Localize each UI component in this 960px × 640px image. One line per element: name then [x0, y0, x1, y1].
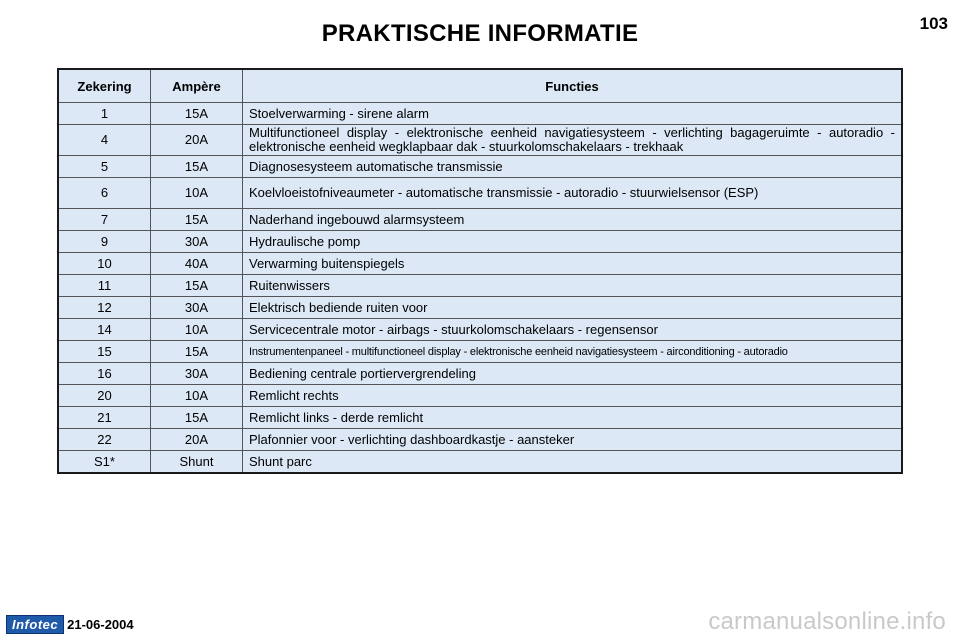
fuse-ampere: Shunt	[151, 451, 243, 474]
infotec-logo: Infotec	[6, 615, 64, 634]
fuse-number: 12	[58, 297, 151, 319]
fuse-functions: Koelvloeistofniveaumeter - automatische transmissie - autoradio - stuurwielsensor (ESP)	[243, 178, 903, 209]
table-row	[58, 253, 902, 275]
table-row	[58, 385, 902, 407]
fuse-functions: Bediening centrale portiervergrendeling	[243, 363, 903, 385]
fuse-ampere: 15A	[151, 341, 243, 363]
table-row	[58, 231, 902, 253]
fuse-ampere: 10A	[151, 319, 243, 341]
footer-date: 21-06-2004	[67, 617, 134, 632]
fuse-ampere: 10A	[151, 178, 243, 209]
fuse-functions: Diagnosesysteem automatische transmissie	[243, 156, 903, 178]
fuse-table	[57, 68, 903, 474]
fuse-functions: Instrumentenpaneel - multifunctioneel display - elektronische eenheid navigatiesysteem - airconditioning - autoradio	[243, 341, 903, 363]
fuse-ampere: 30A	[151, 363, 243, 385]
column-header-functions: Functies	[243, 69, 903, 103]
fuse-ampere: 20A	[151, 125, 243, 156]
column-header-fuse: Zekering	[58, 69, 151, 103]
fuse-number: 20	[58, 385, 151, 407]
fuse-ampere: 40A	[151, 253, 243, 275]
fuse-functions: Shunt parc	[243, 451, 903, 474]
fuse-ampere: 15A	[151, 407, 243, 429]
fuse-functions: Remlicht links - derde remlicht	[243, 407, 903, 429]
fuse-number: 6	[58, 178, 151, 209]
fuse-number: 14	[58, 319, 151, 341]
fuse-ampere: 20A	[151, 429, 243, 451]
fuse-number: 5	[58, 156, 151, 178]
table-row	[58, 297, 902, 319]
fuse-number: 16	[58, 363, 151, 385]
fuse-ampere: 15A	[151, 103, 243, 125]
fuse-functions: Plafonnier voor - verlichting dashboardkastje - aansteker	[243, 429, 903, 451]
fuse-ampere: 15A	[151, 156, 243, 178]
fuse-functions: Verwarming buitenspiegels	[243, 253, 903, 275]
fuse-functions: Multifunctioneel display - elektronische eenheid navigatiesysteem - verlichting bagageruimte - autoradio - elektronische eenheid wegklapbaar dak - stuurkolomschakelaars - trekhaak	[243, 125, 903, 156]
fuse-ampere: 15A	[151, 275, 243, 297]
table-row	[58, 451, 902, 474]
table-row	[58, 341, 902, 363]
fuse-number: 10	[58, 253, 151, 275]
fuse-functions: Servicecentrale motor - airbags - stuurkolomschakelaars - regensensor	[243, 319, 903, 341]
fuse-number: 21	[58, 407, 151, 429]
fuse-number: 7	[58, 209, 151, 231]
table-row	[58, 429, 902, 451]
table-row	[58, 125, 902, 156]
fuse-functions: Elektrisch bediende ruiten voor	[243, 297, 903, 319]
fuse-ampere: 10A	[151, 385, 243, 407]
fuse-functions: Hydraulische pomp	[243, 231, 903, 253]
fuse-number: 22	[58, 429, 151, 451]
table-row	[58, 275, 902, 297]
table-header-row	[58, 69, 902, 103]
table-row	[58, 363, 902, 385]
fuse-functions: Ruitenwissers	[243, 275, 903, 297]
footer	[6, 615, 134, 634]
fuse-functions: Remlicht rechts	[243, 385, 903, 407]
fuse-number: 9	[58, 231, 151, 253]
table-row	[58, 103, 902, 125]
column-header-ampere: Ampère	[151, 69, 243, 103]
fuse-ampere: 15A	[151, 209, 243, 231]
fuse-number: 4	[58, 125, 151, 156]
table-row	[58, 209, 902, 231]
table-row	[58, 178, 902, 209]
fuse-ampere: 30A	[151, 231, 243, 253]
table-row	[58, 319, 902, 341]
fuse-number: 11	[58, 275, 151, 297]
watermark: carmanualsonline.info	[708, 608, 946, 635]
table-row	[58, 156, 902, 178]
fuse-functions: Stoelverwarming - sirene alarm	[243, 103, 903, 125]
fuse-number: 1	[58, 103, 151, 125]
table-row	[58, 407, 902, 429]
fuse-ampere: 30A	[151, 297, 243, 319]
page-title: PRAKTISCHE INFORMATIE	[321, 20, 639, 47]
fuse-number: S1*	[58, 451, 151, 474]
page-number: 103	[919, 14, 948, 33]
fuse-functions: Naderhand ingebouwd alarmsysteem	[243, 209, 903, 231]
fuse-number: 15	[58, 341, 151, 363]
